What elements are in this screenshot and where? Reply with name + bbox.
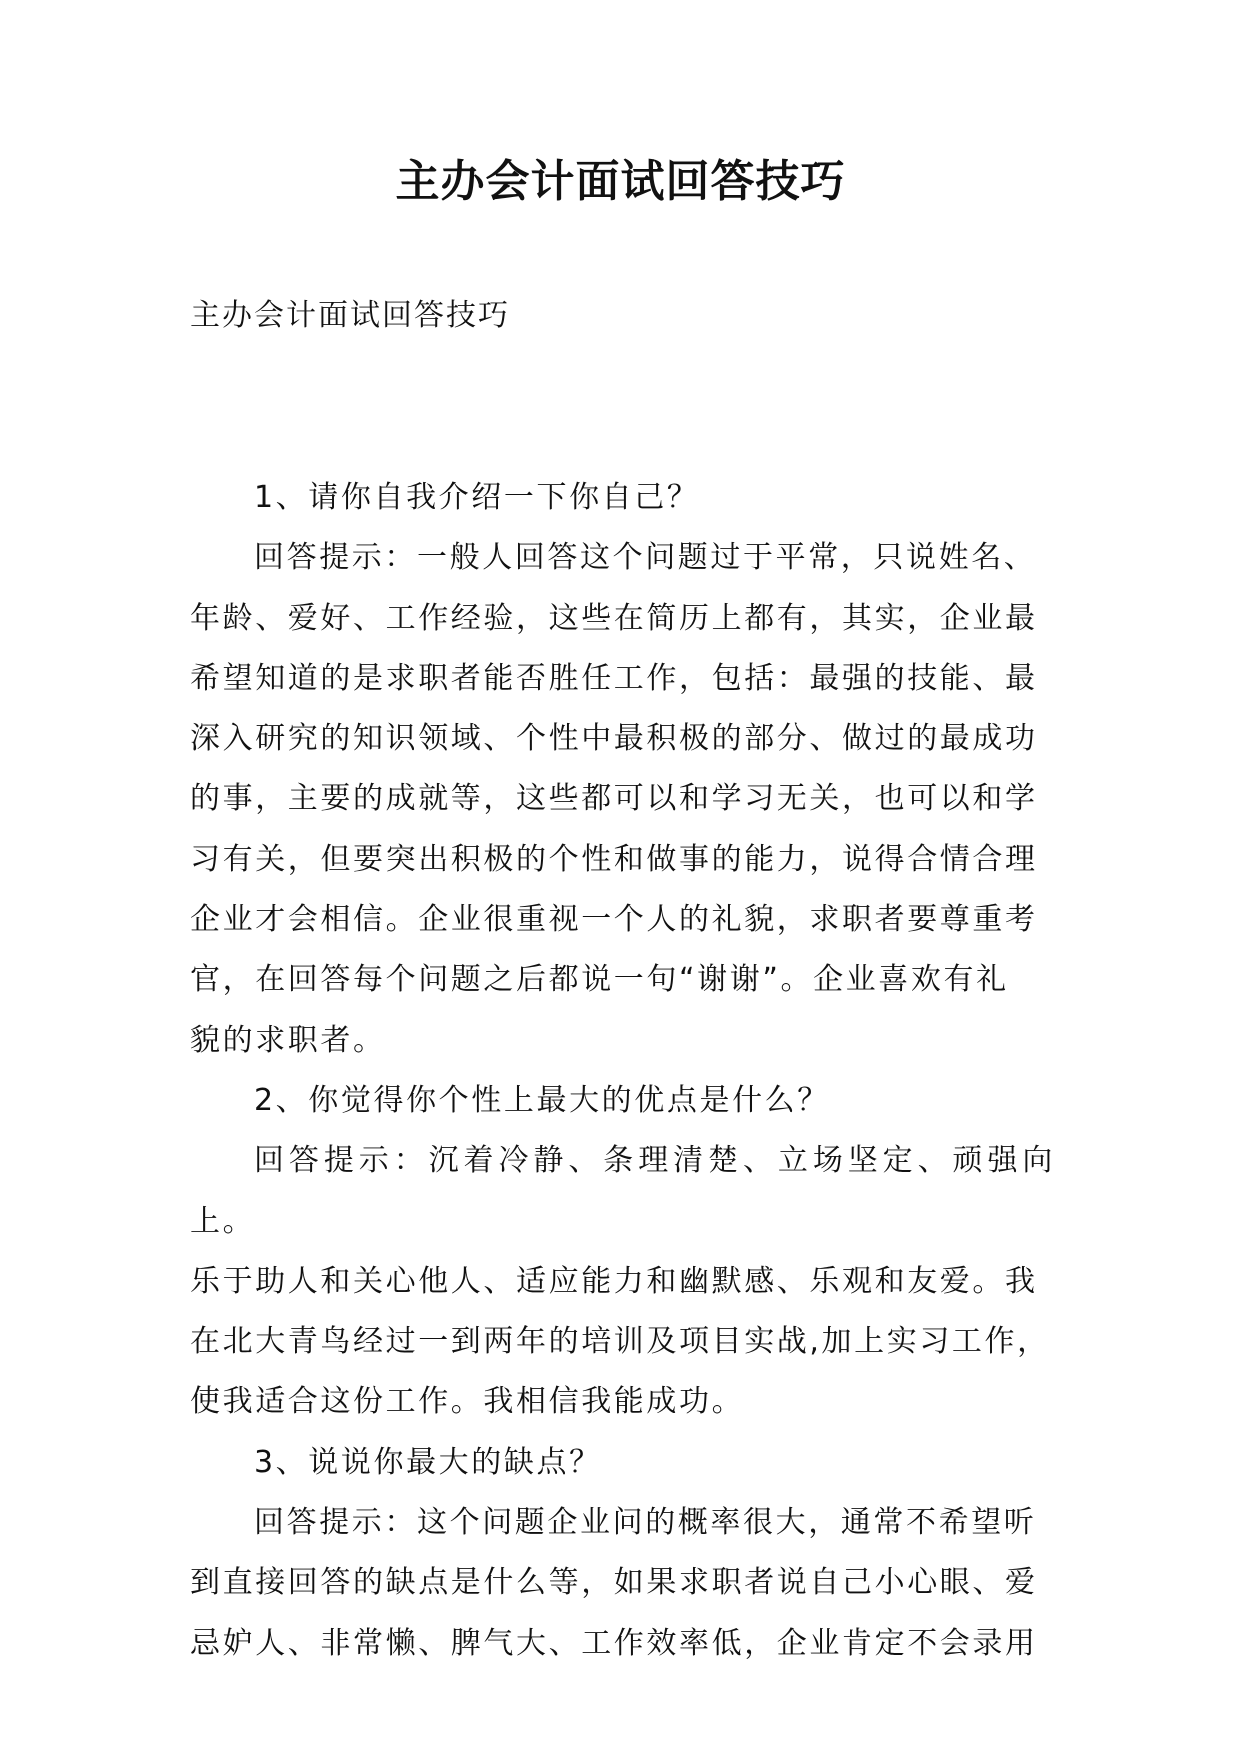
- question-3: 3、说说你最大的缺点？: [254, 1444, 602, 1480]
- answer-3: 回答提示：这个问题企业问的概率很大，通常不希望听 到直接回答的缺点是什么等，如果求职者说自己小心眼、爱 忌妒人、非常懒、脾气大、工作效率低，企业肯定不会录用: [190, 1505, 1038, 1661]
- document-title: 主办会计面试回答技巧: [395, 156, 846, 207]
- answer-2: 回答提示：沉着冷静、条理清楚、立场坚定、顽强向上。 乐于助人和关心他人、适应能力和幽默感、乐观和友爱。我 在北大青鸟经过一到两年的培训及项目实战,加上实习工作， 使我适合这份工作。我相信我能成功。: [190, 1143, 1055, 1420]
- question-1: 1、请你自我介绍一下你自己？: [254, 480, 700, 515]
- answer-1: 回答提示：一般人回答这个问题过于平常，只说姓名、 年龄、爱好、工作经验，这些在简历上都有，其实，企业最 希望知道的是求职者能否胜任工作，包括：最强的技能、最 深入研究的知识领域、个性中最积极的部分、做过的最成功 的事，主要的成就等，这些都可以和学习无关，也可以和学 习有关，但要突出积极的个性和做事的能力，说得合情合理 企业才会相信。企业很重视一个人的礼貌，求职者要尊重考 官，在回答每个问题之后都说一句“谢谢”。企业喜欢有礼 貌的求职者。: [190, 540, 1038, 1058]
- document-body: [190, 468, 1055, 1674]
- question-2: 2、你觉得你个性上最大的优点是什么？: [254, 1082, 830, 1118]
- document-subtitle: 主办会计面试回答技巧: [190, 298, 510, 333]
